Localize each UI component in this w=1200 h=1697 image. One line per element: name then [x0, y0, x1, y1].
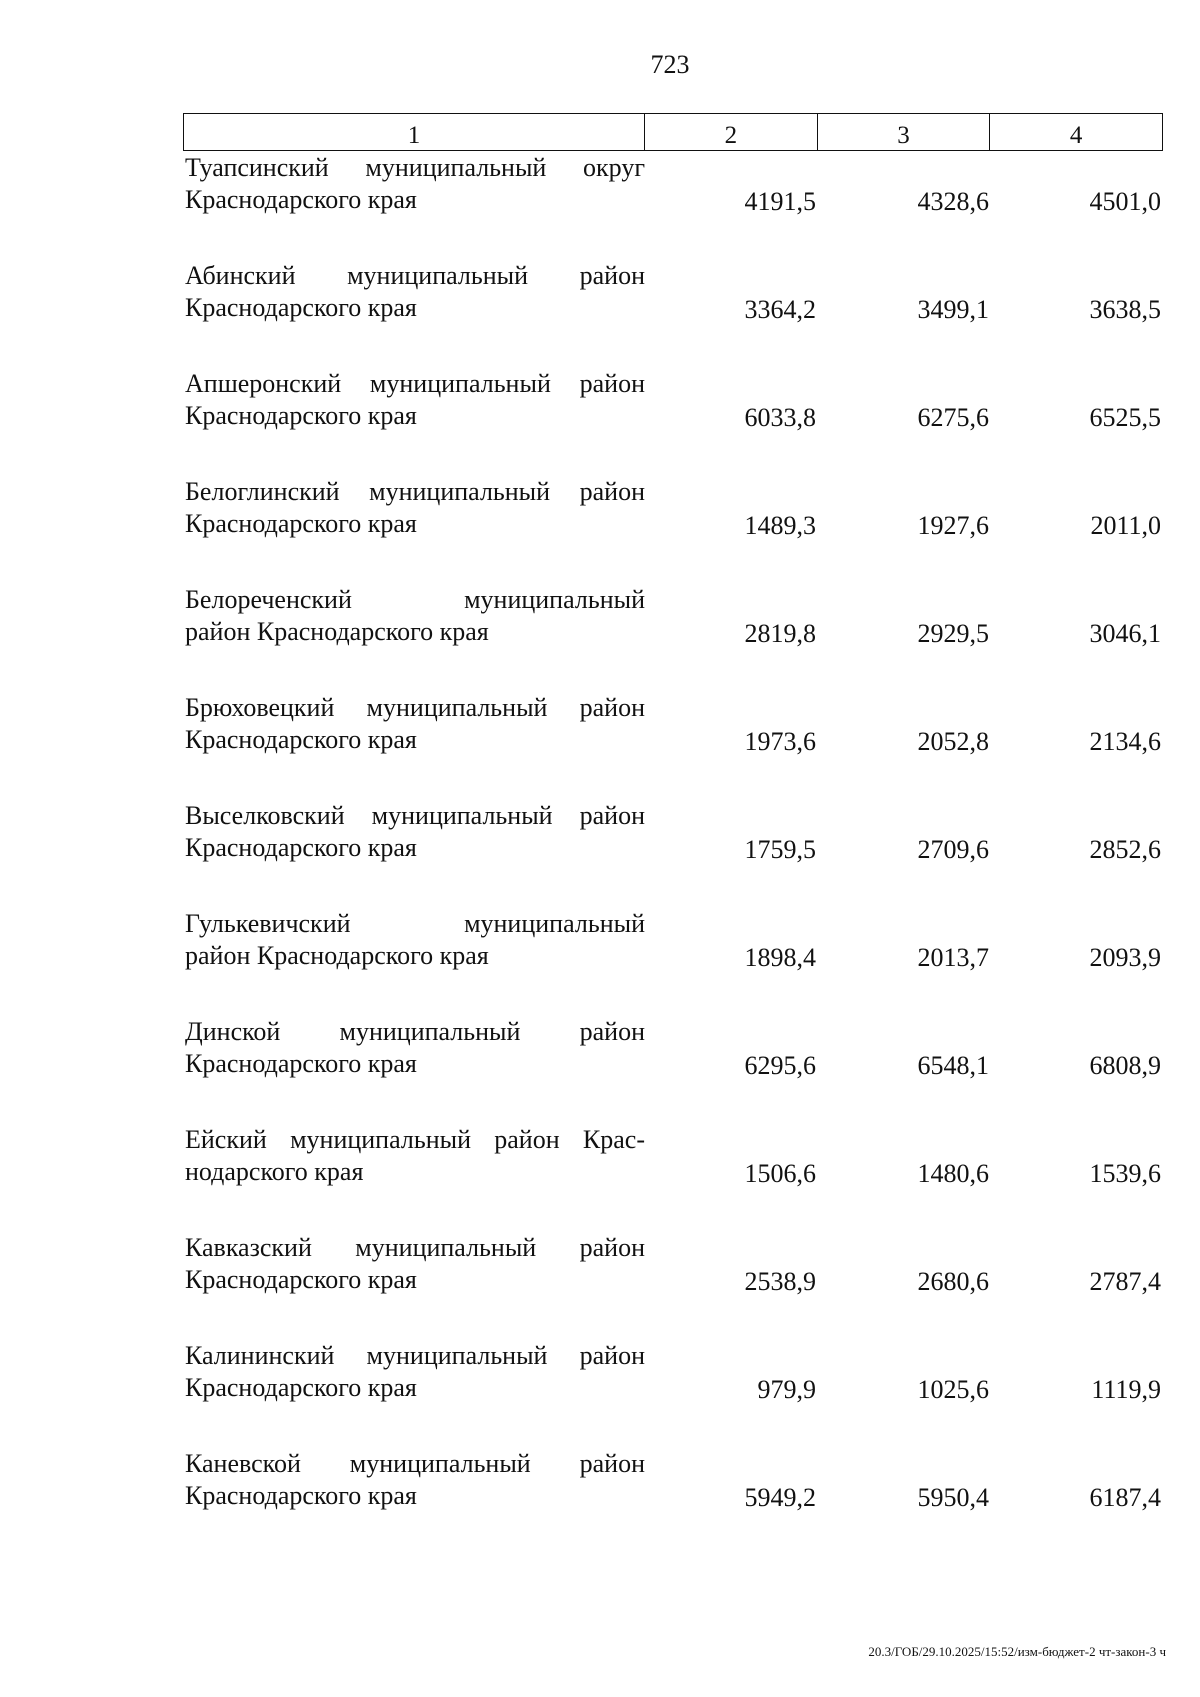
value-col-2: 1898,4	[744, 943, 816, 972]
municipality-name-line-1: Калининский муниципальный район	[185, 1341, 645, 1370]
municipality-name-line-2: Краснодарского края	[185, 1265, 417, 1294]
municipality-name-line-1: Каневской муниципальный район	[185, 1449, 645, 1478]
value-col-3: 5950,4	[917, 1483, 989, 1512]
table-row	[183, 260, 1163, 368]
value-col-3: 2680,6	[917, 1267, 989, 1296]
table-row	[183, 692, 1163, 800]
value-col-2: 2538,9	[744, 1267, 816, 1296]
municipality-name-line-2: Краснодарского края	[185, 725, 417, 754]
table-row	[183, 476, 1163, 584]
municipality-name-line-1: Брюховецкий муниципальный район	[185, 693, 645, 722]
municipality-name	[185, 1232, 645, 1296]
municipality-name-line-2: Краснодарского края	[185, 1481, 417, 1510]
page-number: 723	[650, 50, 690, 79]
table-row	[183, 1232, 1163, 1340]
municipality-name	[185, 584, 645, 648]
value-col-4: 3046,1	[1089, 619, 1161, 648]
value-col-4: 1539,6	[1089, 1159, 1161, 1188]
table-row	[183, 368, 1163, 476]
value-col-4: 2787,4	[1089, 1267, 1161, 1296]
value-col-3: 6548,1	[917, 1051, 989, 1080]
value-col-2: 1973,6	[744, 727, 816, 756]
municipality-name-line-1: Выселковский муниципальный район	[185, 801, 645, 830]
value-col-3: 4328,6	[917, 187, 989, 216]
table-row	[183, 1124, 1163, 1232]
municipality-name	[185, 368, 645, 432]
municipality-name-line-1: Кавказский муниципальный район	[185, 1233, 645, 1262]
municipality-name-line-2: Краснодарского края	[185, 1373, 417, 1402]
municipality-name-line-2: Краснодарского края	[185, 185, 417, 214]
header-col-1: 1	[184, 114, 645, 150]
table-row	[183, 1340, 1163, 1448]
value-col-3: 2929,5	[917, 619, 989, 648]
municipality-name-line-2: нодарского края	[185, 1157, 364, 1186]
municipality-name	[185, 152, 645, 216]
value-col-4: 6525,5	[1089, 403, 1161, 432]
municipality-name	[185, 692, 645, 756]
table-body	[183, 152, 1163, 1556]
header-col-4: 4	[1069, 122, 1083, 149]
value-col-3: 1025,6	[917, 1375, 989, 1404]
municipality-name-line-1: Туапсинский муниципальный округ	[185, 153, 645, 182]
municipality-name	[185, 1016, 645, 1080]
municipality-name	[185, 1340, 645, 1404]
value-col-3: 6275,6	[917, 403, 989, 432]
value-col-3: 2013,7	[917, 943, 989, 972]
municipality-name	[185, 476, 645, 540]
value-col-2: 2819,8	[744, 619, 816, 648]
municipality-name	[185, 800, 645, 864]
value-col-3: 2052,8	[917, 727, 989, 756]
municipality-name-line-1: Ейский муниципальный район Крас-	[185, 1125, 645, 1154]
value-col-2: 6033,8	[744, 403, 816, 432]
table-row	[183, 584, 1163, 692]
municipality-name-line-2: Краснодарского края	[185, 401, 417, 430]
value-col-2: 5949,2	[744, 1483, 816, 1512]
value-col-3: 1480,6	[917, 1159, 989, 1188]
value-col-2: 6295,6	[744, 1051, 816, 1080]
municipality-name-line-2: Краснодарского края	[185, 1049, 417, 1078]
value-col-4: 4501,0	[1089, 187, 1161, 216]
value-col-2: 1506,6	[744, 1159, 816, 1188]
header-col-2: 2	[645, 114, 818, 150]
municipality-name-line-2: район Краснодарского края	[185, 617, 489, 646]
municipality-name	[185, 1448, 645, 1512]
table-row	[183, 800, 1163, 908]
value-col-4: 3638,5	[1089, 295, 1161, 324]
value-col-4: 1119,9	[1091, 1375, 1161, 1404]
municipality-name-line-2: район Краснодарского края	[185, 941, 489, 970]
value-col-2: 979,9	[757, 1375, 816, 1404]
municipality-name	[185, 260, 645, 324]
value-col-2: 1489,3	[744, 511, 816, 540]
table-row	[183, 908, 1163, 1016]
municipality-name-line-1: Белоглинский муниципальный район	[185, 477, 645, 506]
municipality-name-line-2: Краснодарского края	[185, 509, 417, 538]
municipality-name-line-2: Краснодарского края	[185, 833, 417, 862]
municipality-name-line-1: Гулькевичский муниципальный	[185, 909, 645, 938]
value-col-3: 2709,6	[917, 835, 989, 864]
value-col-3: 3499,1	[917, 295, 989, 324]
value-col-3: 1927,6	[917, 511, 989, 540]
municipality-name-line-1: Апшеронский муниципальный район	[185, 369, 645, 398]
value-col-2: 1759,5	[744, 835, 816, 864]
value-col-2: 3364,2	[744, 295, 816, 324]
table-row	[183, 1448, 1163, 1556]
value-col-2: 4191,5	[744, 187, 816, 216]
municipality-name	[185, 1124, 645, 1188]
value-col-4: 2134,6	[1089, 727, 1161, 756]
document-footer-code: 20.3/ГОБ/29.10.2025/15:52/изм-бюджет-2 чт-закон-3 ч	[868, 1644, 1166, 1659]
table-row	[183, 1016, 1163, 1124]
municipality-name-line-2: Краснодарского края	[185, 293, 417, 322]
municipality-name-line-1: Динской муниципальный район	[185, 1017, 645, 1046]
header-col-3: 3	[818, 114, 991, 150]
value-col-4: 2093,9	[1089, 943, 1161, 972]
municipality-name-line-1: Абинский муниципальный район	[185, 261, 645, 290]
municipality-name	[185, 908, 645, 972]
value-col-4: 2011,0	[1090, 511, 1161, 540]
table-row	[183, 152, 1163, 260]
value-col-4: 6187,4	[1089, 1483, 1161, 1512]
table-header	[183, 113, 1163, 151]
value-col-4: 2852,6	[1089, 835, 1161, 864]
municipality-name-line-1: Белореченский муниципальный	[185, 585, 645, 614]
value-col-4: 6808,9	[1089, 1051, 1161, 1080]
